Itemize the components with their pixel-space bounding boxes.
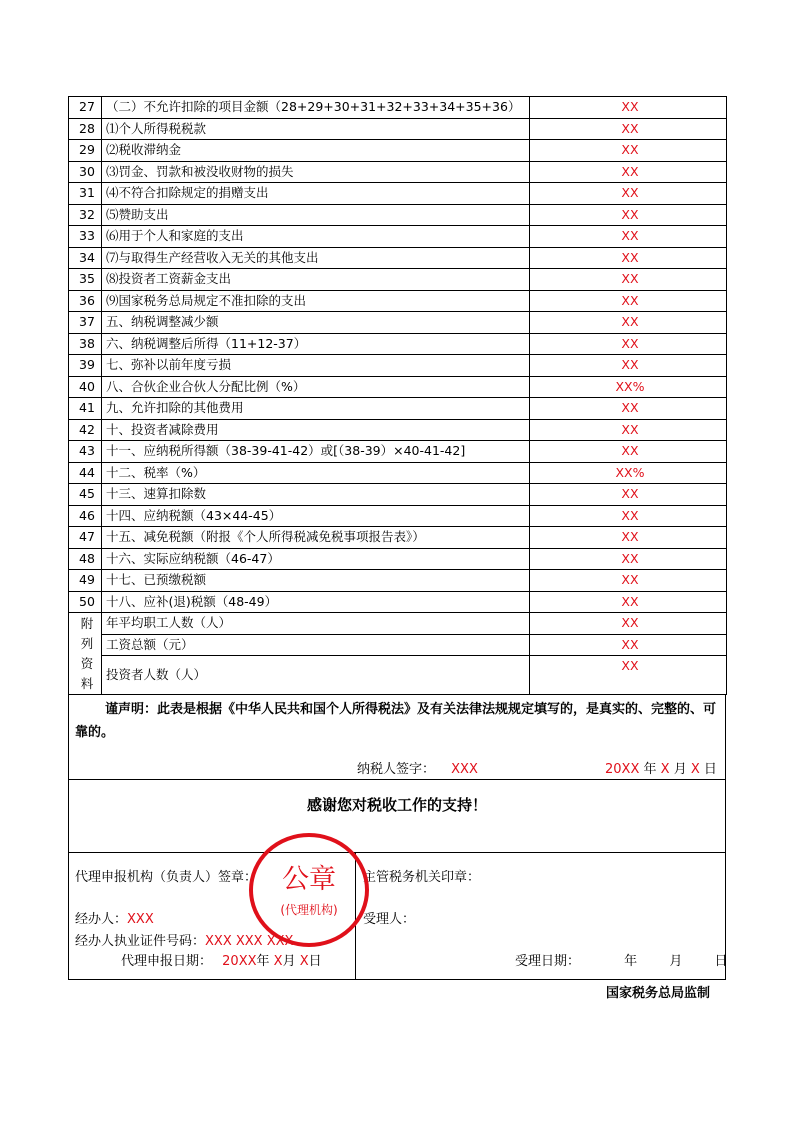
row-value: XX bbox=[530, 548, 727, 570]
appendix-value: XX bbox=[530, 656, 727, 695]
row-number: 43 bbox=[69, 441, 102, 463]
row-label: 十六、实际应纳税额（46-47） bbox=[102, 548, 530, 570]
authority-year-label: 年 bbox=[624, 954, 638, 969]
appendix-side-char: 附 bbox=[80, 615, 94, 631]
row-value: XX bbox=[530, 290, 727, 312]
authority-seal-label: 主管税务机关印章： bbox=[363, 870, 481, 885]
authority-date bbox=[515, 950, 727, 969]
cert-value: XXX XXX XXX bbox=[205, 934, 294, 949]
appendix-row bbox=[69, 634, 727, 656]
agent-date-label: 代理申报日期： bbox=[121, 954, 213, 969]
table-row bbox=[69, 183, 727, 205]
appendix-label: 工资总额（元） bbox=[102, 634, 530, 656]
appendix-value: XX bbox=[530, 634, 727, 656]
row-label: ⑴个人所得税税款 bbox=[102, 118, 530, 140]
table-row bbox=[69, 398, 727, 420]
appendix-side-char: 料 bbox=[80, 675, 94, 691]
row-label: 八、合伙企业合伙人分配比例（%） bbox=[102, 376, 530, 398]
row-number: 36 bbox=[69, 290, 102, 312]
table-row bbox=[69, 441, 727, 463]
row-label: ⑵税收滞纳金 bbox=[102, 140, 530, 162]
tax-table bbox=[68, 96, 727, 695]
handler-label: 经办人： bbox=[75, 912, 128, 927]
handler-value: XXX bbox=[127, 912, 154, 927]
row-value: XX bbox=[530, 183, 727, 205]
row-label: ⑸赞助支出 bbox=[102, 204, 530, 226]
cert-label: 经办人执业证件号码： bbox=[75, 934, 206, 949]
row-label: ⑶罚金、罚款和被没收财物的损失 bbox=[102, 161, 530, 183]
row-label: ⑻投资者工资薪金支出 bbox=[102, 269, 530, 291]
row-number: 27 bbox=[69, 97, 102, 119]
row-value: XX bbox=[530, 398, 727, 420]
row-value: XX bbox=[530, 419, 727, 441]
row-label: 十一、应纳税所得额（38-39-41-42）或[（38-39）×40-41-42] bbox=[102, 441, 530, 463]
appendix-label: 投资者人数（人） bbox=[102, 656, 530, 695]
thanks-section bbox=[68, 780, 726, 853]
month-label: 月 bbox=[673, 762, 687, 777]
appendix-section bbox=[69, 613, 727, 695]
authority-date-label: 受理日期： bbox=[515, 954, 581, 969]
table-row bbox=[69, 570, 727, 592]
tax-form bbox=[68, 96, 726, 980]
agent-day-label: 日 bbox=[308, 954, 322, 969]
table-row bbox=[69, 269, 727, 291]
row-label: 十七、已预缴税额 bbox=[102, 570, 530, 592]
day-label: 日 bbox=[703, 762, 717, 777]
row-number: 39 bbox=[69, 355, 102, 377]
row-value: XX bbox=[530, 312, 727, 334]
signer-label: 纳税人签字： bbox=[357, 762, 436, 777]
tax-table-body bbox=[69, 97, 727, 613]
row-number: 45 bbox=[69, 484, 102, 506]
row-label: 十五、减免税额（附报《个人所得税减免税事项报告表》） bbox=[102, 527, 530, 549]
agent-month-label: 月 bbox=[282, 954, 296, 969]
appendix-side-char: 列 bbox=[80, 635, 94, 651]
agent-date bbox=[121, 950, 322, 969]
row-value: XX bbox=[530, 97, 727, 119]
appendix-row bbox=[69, 656, 727, 695]
row-label: 六、纳税调整后所得（11+12-37） bbox=[102, 333, 530, 355]
row-label: 五、纳税调整减少额 bbox=[102, 312, 530, 334]
taxpayer-signature bbox=[357, 758, 478, 777]
row-label: 七、弥补以前年度亏损 bbox=[102, 355, 530, 377]
row-value: XX bbox=[530, 269, 727, 291]
table-row bbox=[69, 376, 727, 398]
authority-day-label: 日 bbox=[714, 954, 728, 969]
row-value: XX bbox=[530, 333, 727, 355]
declaration-section bbox=[68, 695, 726, 780]
table-row bbox=[69, 290, 727, 312]
row-label: ⑼国家税务总局规定不准扣除的支出 bbox=[102, 290, 530, 312]
row-label: 十三、速算扣除数 bbox=[102, 484, 530, 506]
row-value: XX bbox=[530, 591, 727, 613]
row-value: XX% bbox=[530, 462, 727, 484]
agent-org-label: 代理申报机构（负责人）签章： bbox=[75, 870, 258, 885]
seal-subtitle: (代理机构) bbox=[280, 903, 338, 917]
table-row bbox=[69, 591, 727, 613]
row-number: 40 bbox=[69, 376, 102, 398]
row-number: 29 bbox=[69, 140, 102, 162]
row-value: XX bbox=[530, 204, 727, 226]
table-row bbox=[69, 97, 727, 119]
table-row bbox=[69, 355, 727, 377]
date-day: X bbox=[690, 762, 700, 777]
row-value: XX bbox=[530, 247, 727, 269]
table-row bbox=[69, 333, 727, 355]
row-number: 35 bbox=[69, 269, 102, 291]
agent-handler bbox=[75, 908, 154, 927]
appendix-label: 年平均职工人数（人） bbox=[102, 613, 530, 635]
year-label: 年 bbox=[643, 762, 657, 777]
row-number: 34 bbox=[69, 247, 102, 269]
authority-receiver-label: 受理人： bbox=[363, 912, 416, 927]
row-number: 28 bbox=[69, 118, 102, 140]
row-number: 42 bbox=[69, 419, 102, 441]
table-row bbox=[69, 204, 727, 226]
row-number: 47 bbox=[69, 527, 102, 549]
declaration-text: 谨声明：此表是根据《中华人民共和国个人所得税法》及有关法律法规规定填写的，是真实的、完整的、可靠的。 bbox=[75, 702, 717, 740]
authority-month-label: 月 bbox=[669, 954, 683, 969]
row-label: ⑺与取得生产经营收入无关的其他支出 bbox=[102, 247, 530, 269]
row-value: XX% bbox=[530, 376, 727, 398]
date-month: X bbox=[660, 762, 670, 777]
agent-year-label: 年 bbox=[256, 954, 270, 969]
table-row bbox=[69, 161, 727, 183]
row-number: 44 bbox=[69, 462, 102, 484]
appendix-row bbox=[69, 613, 727, 635]
row-number: 37 bbox=[69, 312, 102, 334]
footer-text: 国家税务总局监制 bbox=[606, 986, 711, 1001]
date-year: 20XX bbox=[605, 762, 640, 777]
table-row bbox=[69, 226, 727, 248]
row-number: 48 bbox=[69, 548, 102, 570]
table-row bbox=[69, 462, 727, 484]
table-row bbox=[69, 247, 727, 269]
agent-date-month: X bbox=[273, 954, 283, 969]
row-number: 41 bbox=[69, 398, 102, 420]
row-label: 十、投资者减除费用 bbox=[102, 419, 530, 441]
row-number: 32 bbox=[69, 204, 102, 226]
row-value: XX bbox=[530, 140, 727, 162]
row-label: 十八、应补(退)税额（48-49） bbox=[102, 591, 530, 613]
table-row bbox=[69, 505, 727, 527]
table-row bbox=[69, 419, 727, 441]
row-number: 38 bbox=[69, 333, 102, 355]
row-value: XX bbox=[530, 505, 727, 527]
row-label: （二）不允许扣除的项目金额（28+29+30+31+32+33+34+35+36） bbox=[102, 97, 530, 119]
table-row bbox=[69, 140, 727, 162]
table-row bbox=[69, 527, 727, 549]
appendix-side-label bbox=[69, 613, 102, 695]
row-value: XX bbox=[530, 441, 727, 463]
row-number: 31 bbox=[69, 183, 102, 205]
row-label: 九、允许扣除的其他费用 bbox=[102, 398, 530, 420]
row-number: 46 bbox=[69, 505, 102, 527]
declaration-date bbox=[605, 758, 717, 777]
row-value: XX bbox=[530, 355, 727, 377]
agent-date-year: 20XX bbox=[222, 954, 257, 969]
table-row bbox=[69, 548, 727, 570]
row-label: ⑹用于个人和家庭的支出 bbox=[102, 226, 530, 248]
appendix-value: XX bbox=[530, 613, 727, 635]
table-row bbox=[69, 118, 727, 140]
row-value: XX bbox=[530, 161, 727, 183]
appendix-side-char: 资 bbox=[80, 655, 94, 671]
row-label: ⑷不符合扣除规定的捐赠支出 bbox=[102, 183, 530, 205]
row-value: XX bbox=[530, 118, 727, 140]
row-value: XX bbox=[530, 570, 727, 592]
row-value: XX bbox=[530, 226, 727, 248]
thanks-text: 感谢您对税收工作的支持！ bbox=[306, 796, 487, 814]
row-number: 49 bbox=[69, 570, 102, 592]
row-value: XX bbox=[530, 484, 727, 506]
table-row bbox=[69, 312, 727, 334]
agent-date-day: X bbox=[299, 954, 309, 969]
signer-value: XXX bbox=[451, 762, 478, 777]
row-label: 十四、应纳税额（43×44-45） bbox=[102, 505, 530, 527]
row-value: XX bbox=[530, 527, 727, 549]
row-label: 十二、税率（%） bbox=[102, 462, 530, 484]
row-number: 50 bbox=[69, 591, 102, 613]
row-number: 30 bbox=[69, 161, 102, 183]
official-seal bbox=[248, 832, 370, 948]
table-row bbox=[69, 484, 727, 506]
seal-title: 公章 bbox=[282, 864, 336, 895]
signature-section bbox=[68, 853, 726, 980]
row-number: 33 bbox=[69, 226, 102, 248]
